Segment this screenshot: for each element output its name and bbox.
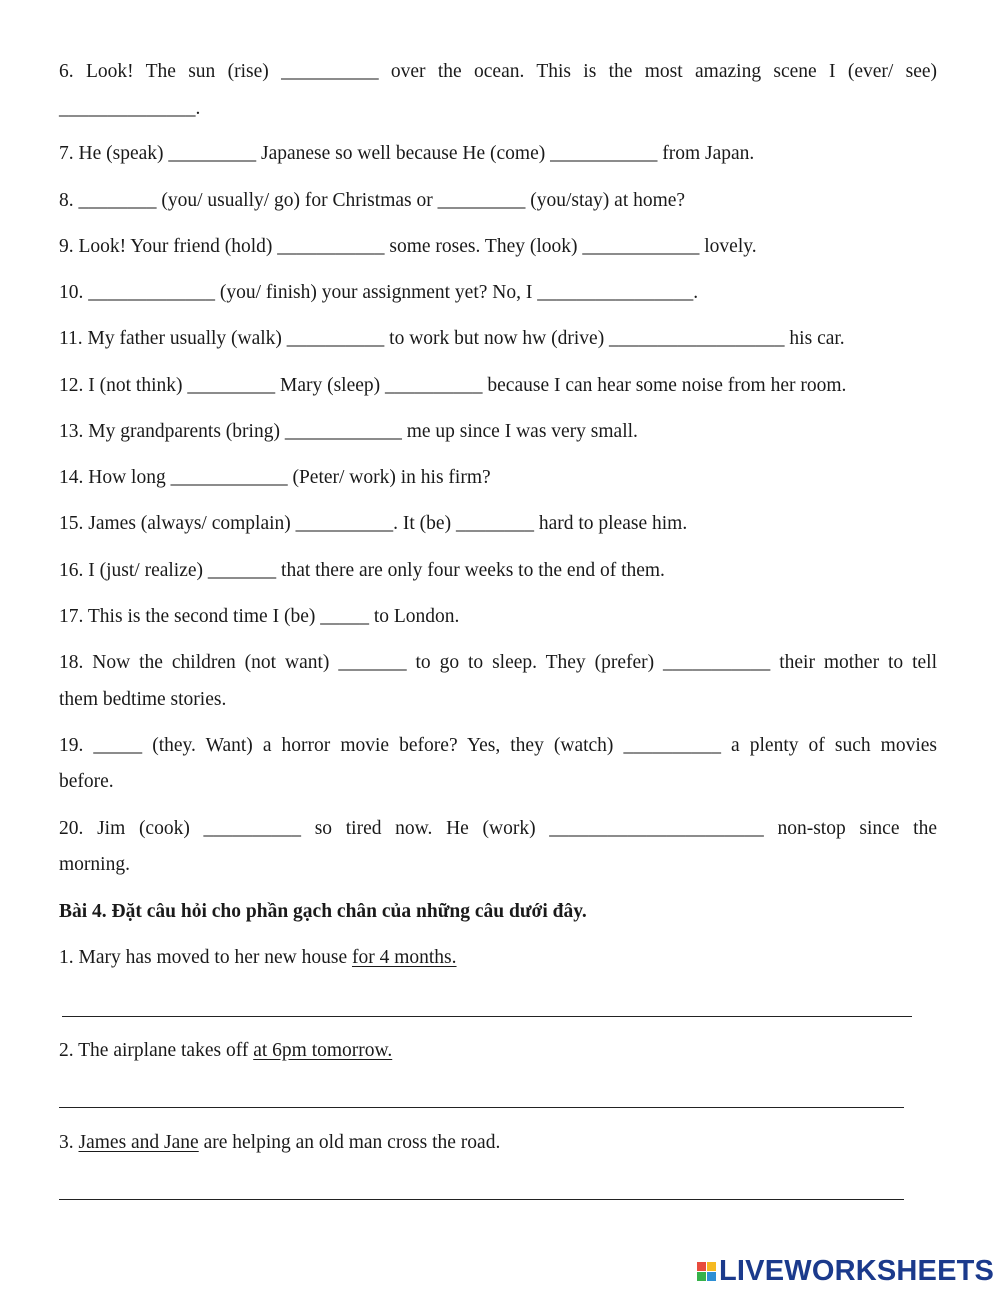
logo-block-green — [697, 1272, 706, 1281]
answer-line-2[interactable] — [59, 1107, 904, 1108]
question-6-line-2: ______________. — [59, 98, 201, 119]
question-16: 16. I (just/ realize) _______ that there are only four weeks to the end of them. — [59, 560, 665, 581]
question-13: 13. My grandparents (bring) ____________ me up since I was very small. — [59, 421, 638, 442]
logo-block-blue — [707, 1272, 716, 1281]
liveworksheets-logo[interactable] — [697, 1255, 995, 1287]
question-9: 9. Look! Your friend (hold) ___________ some roses. They (look) ____________ lovely. — [59, 236, 757, 257]
item-3-underlined: James and Jane — [78, 1132, 199, 1153]
item-2-underlined: at 6pm tomorrow. — [253, 1040, 393, 1061]
question-10: 10. _____________ (you/ finish) your assignment yet? No, I ________________. — [59, 282, 699, 303]
logo-blocks-icon — [697, 1262, 716, 1281]
question-15: 15. James (always/ complain) __________. It (be) ________ hard to please him. — [59, 513, 688, 534]
item-2-text: 2. The airplane takes off — [59, 1040, 254, 1061]
answer-line-1[interactable] — [62, 1016, 912, 1017]
item-1-text: 1. Mary has moved to her new house — [59, 947, 352, 968]
question-19-line-2: before. — [59, 771, 114, 792]
question-8: 8. ________ (you/ usually/ go) for Christmas or _________ (you/stay) at home? — [59, 190, 686, 211]
exercise-4-item-3 — [59, 1131, 937, 1155]
question-19-line-1: 19. _____ (they. Want) a horror movie before? Yes, they (watch) __________ a plenty of such movies — [59, 735, 937, 756]
item-3-after: are helping an old man cross the road. — [198, 1132, 501, 1153]
logo-block-red — [697, 1262, 706, 1271]
item-1-underlined: for 4 months. — [351, 947, 457, 968]
exercise-4-item-1 — [59, 946, 937, 970]
logo-block-yellow — [707, 1262, 716, 1271]
answer-line-3[interactable] — [59, 1199, 904, 1200]
question-7: 7. He (speak) _________ Japanese so well because He (come) ___________ from Japan. — [59, 143, 755, 164]
question-12: 12. I (not think) _________ Mary (sleep) __________ because I can hear some noise from her room. — [59, 375, 847, 396]
exercise-4-item-2 — [59, 1039, 937, 1063]
question-14: 14. How long ____________ (Peter/ work) in his firm? — [59, 467, 491, 488]
logo-text: LIVEWORKSHEETS — [719, 1255, 995, 1287]
exercise-4-heading: Bài 4. Đặt câu hỏi cho phần gạch chân của những câu dưới đây. — [59, 901, 587, 922]
question-20-line-2: morning. — [59, 854, 130, 875]
question-6-line-1: 6. Look! The sun (rise) __________ over the ocean. This is the most amazing scene I (ever/ see) — [59, 61, 937, 82]
question-17: 17. This is the second time I (be) _____ to London. — [59, 606, 460, 627]
item-3-text: 3. — [59, 1132, 79, 1153]
question-11: 11. My father usually (walk) __________ to work but now hw (drive) __________________ his car. — [59, 328, 845, 349]
question-18-line-2: them bedtime stories. — [59, 689, 227, 710]
question-18-line-1: 18. Now the children (not want) _______ to go to sleep. They (prefer) ___________ their mother to tell — [59, 652, 937, 673]
question-20-line-1: 20. Jim (cook) __________ so tired now. He (work) ______________________ non-stop since the — [59, 818, 937, 839]
